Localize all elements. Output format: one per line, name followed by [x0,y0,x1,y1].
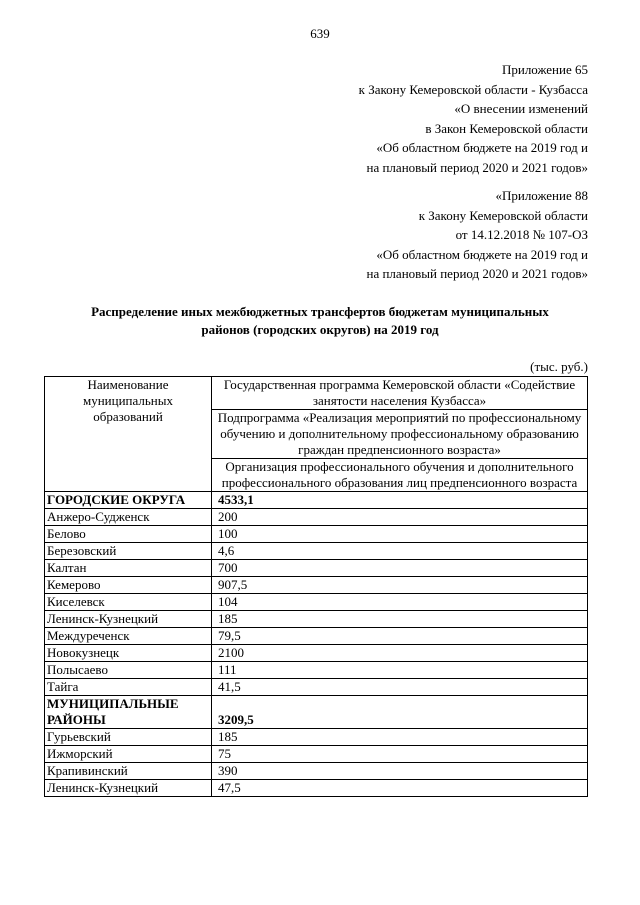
header-row [45,377,588,410]
appendix-line: на плановый период 2020 и 2021 годов» [366,266,588,281]
municipality-name-cell: Междуреченск [45,628,212,645]
units-label: (тыс. руб.) [530,359,588,374]
appendix-line: от 14.12.2018 № 107-ОЗ [455,227,588,242]
appendix-line: в Закон Кемеровской области [425,120,588,136]
table-row [45,611,588,628]
amount-cell: 100 [212,526,588,543]
document-title [40,303,600,339]
appendix-line: на плановый период 2020 и 2021 годов» [366,159,588,175]
municipality-name-cell: Новокузнецк [45,645,212,662]
municipality-name-cell: Ижморский [45,746,212,763]
title-line-1: Распределение иных межбюджетных трансфертов бюджетам муниципальных [91,304,549,319]
appendix-original-block [367,186,589,284]
amount-cell: 111 [212,662,588,679]
appendix-line: «Приложение 88 [495,188,588,203]
section-name-cell: МУНИЦИПАЛЬНЫЕ РАЙОНЫ [45,696,212,729]
header-program-cell: Государственная программа Кемеровской области «Содействие занятости населения Кузбасса» [212,377,588,410]
municipality-name-cell: Киселевск [45,594,212,611]
table-row [45,543,588,560]
appendix-line: к Закону Кемеровской области [418,207,588,223]
page-number: 639 [310,26,330,41]
table-row [45,729,588,746]
appendix-line: к Закону Кемеровской области - Кузбасса [358,81,588,97]
table-row [45,628,588,645]
amount-cell: 700 [212,560,588,577]
municipality-name-cell: Ленинск-Кузнецкий [45,611,212,628]
appendix-line: «О внесении изменений [454,101,588,116]
municipality-name-cell: Полысаево [45,662,212,679]
header-activity-cell: Организация профессионального обучения и дополнительного профессионального образования лиц предпенсионного возраста [212,459,588,492]
table-row [45,560,588,577]
amount-cell: 75 [212,746,588,763]
municipality-name-cell: Калтан [45,560,212,577]
table-row [45,780,588,797]
municipality-name-cell: Крапивинский [45,763,212,780]
table-row [45,679,588,696]
amount-cell: 907,5 [212,577,588,594]
table-row [45,526,588,543]
amount-cell: 104 [212,594,588,611]
amount-cell: 4,6 [212,543,588,560]
section-row [45,696,588,729]
municipality-name-cell: Тайга [45,679,212,696]
amount-cell: 79,5 [212,628,588,645]
table-row [45,746,588,763]
section-total-cell: 3209,5 [212,696,588,729]
amount-cell: 200 [212,509,588,526]
section-row [45,492,588,509]
appendix-current-block [359,60,588,177]
header-subprogram-cell: Подпрограмма «Реализация мероприятий по профессиональному обучению и дополнительному профессиональному образованию граждан предпенсионного возраста» [212,410,588,459]
appendix-line: Приложение 65 [501,62,588,77]
municipality-name-cell: Ленинск-Кузнецкий [45,780,212,797]
amount-cell: 390 [212,763,588,780]
amount-cell: 185 [212,729,588,746]
municipality-name-cell: Анжеро-Судженск [45,509,212,526]
table-row [45,509,588,526]
amount-cell: 47,5 [212,780,588,797]
title-line-2: районов (городских округов) на 2019 год [201,322,439,337]
appendix-line: «Об областном бюджете на 2019 год и [376,140,588,155]
table-row [45,662,588,679]
table-row [45,577,588,594]
municipality-name-cell: Белово [45,526,212,543]
amount-cell: 41,5 [212,679,588,696]
municipality-name-cell: Березовский [45,543,212,560]
section-name-cell: ГОРОДСКИЕ ОКРУГА [45,492,212,509]
transfers-table [44,376,588,797]
section-total-cell: 4533,1 [212,492,588,509]
municipality-name-cell: Гурьевский [45,729,212,746]
table-row [45,594,588,611]
appendix-line: «Об областном бюджете на 2019 год и [376,246,588,262]
header-name-cell: Наименование муниципальных образований [45,377,212,492]
table-row [45,763,588,780]
amount-cell: 185 [212,611,588,628]
table-row [45,645,588,662]
amount-cell: 2100 [212,645,588,662]
municipality-name-cell: Кемерово [45,577,212,594]
